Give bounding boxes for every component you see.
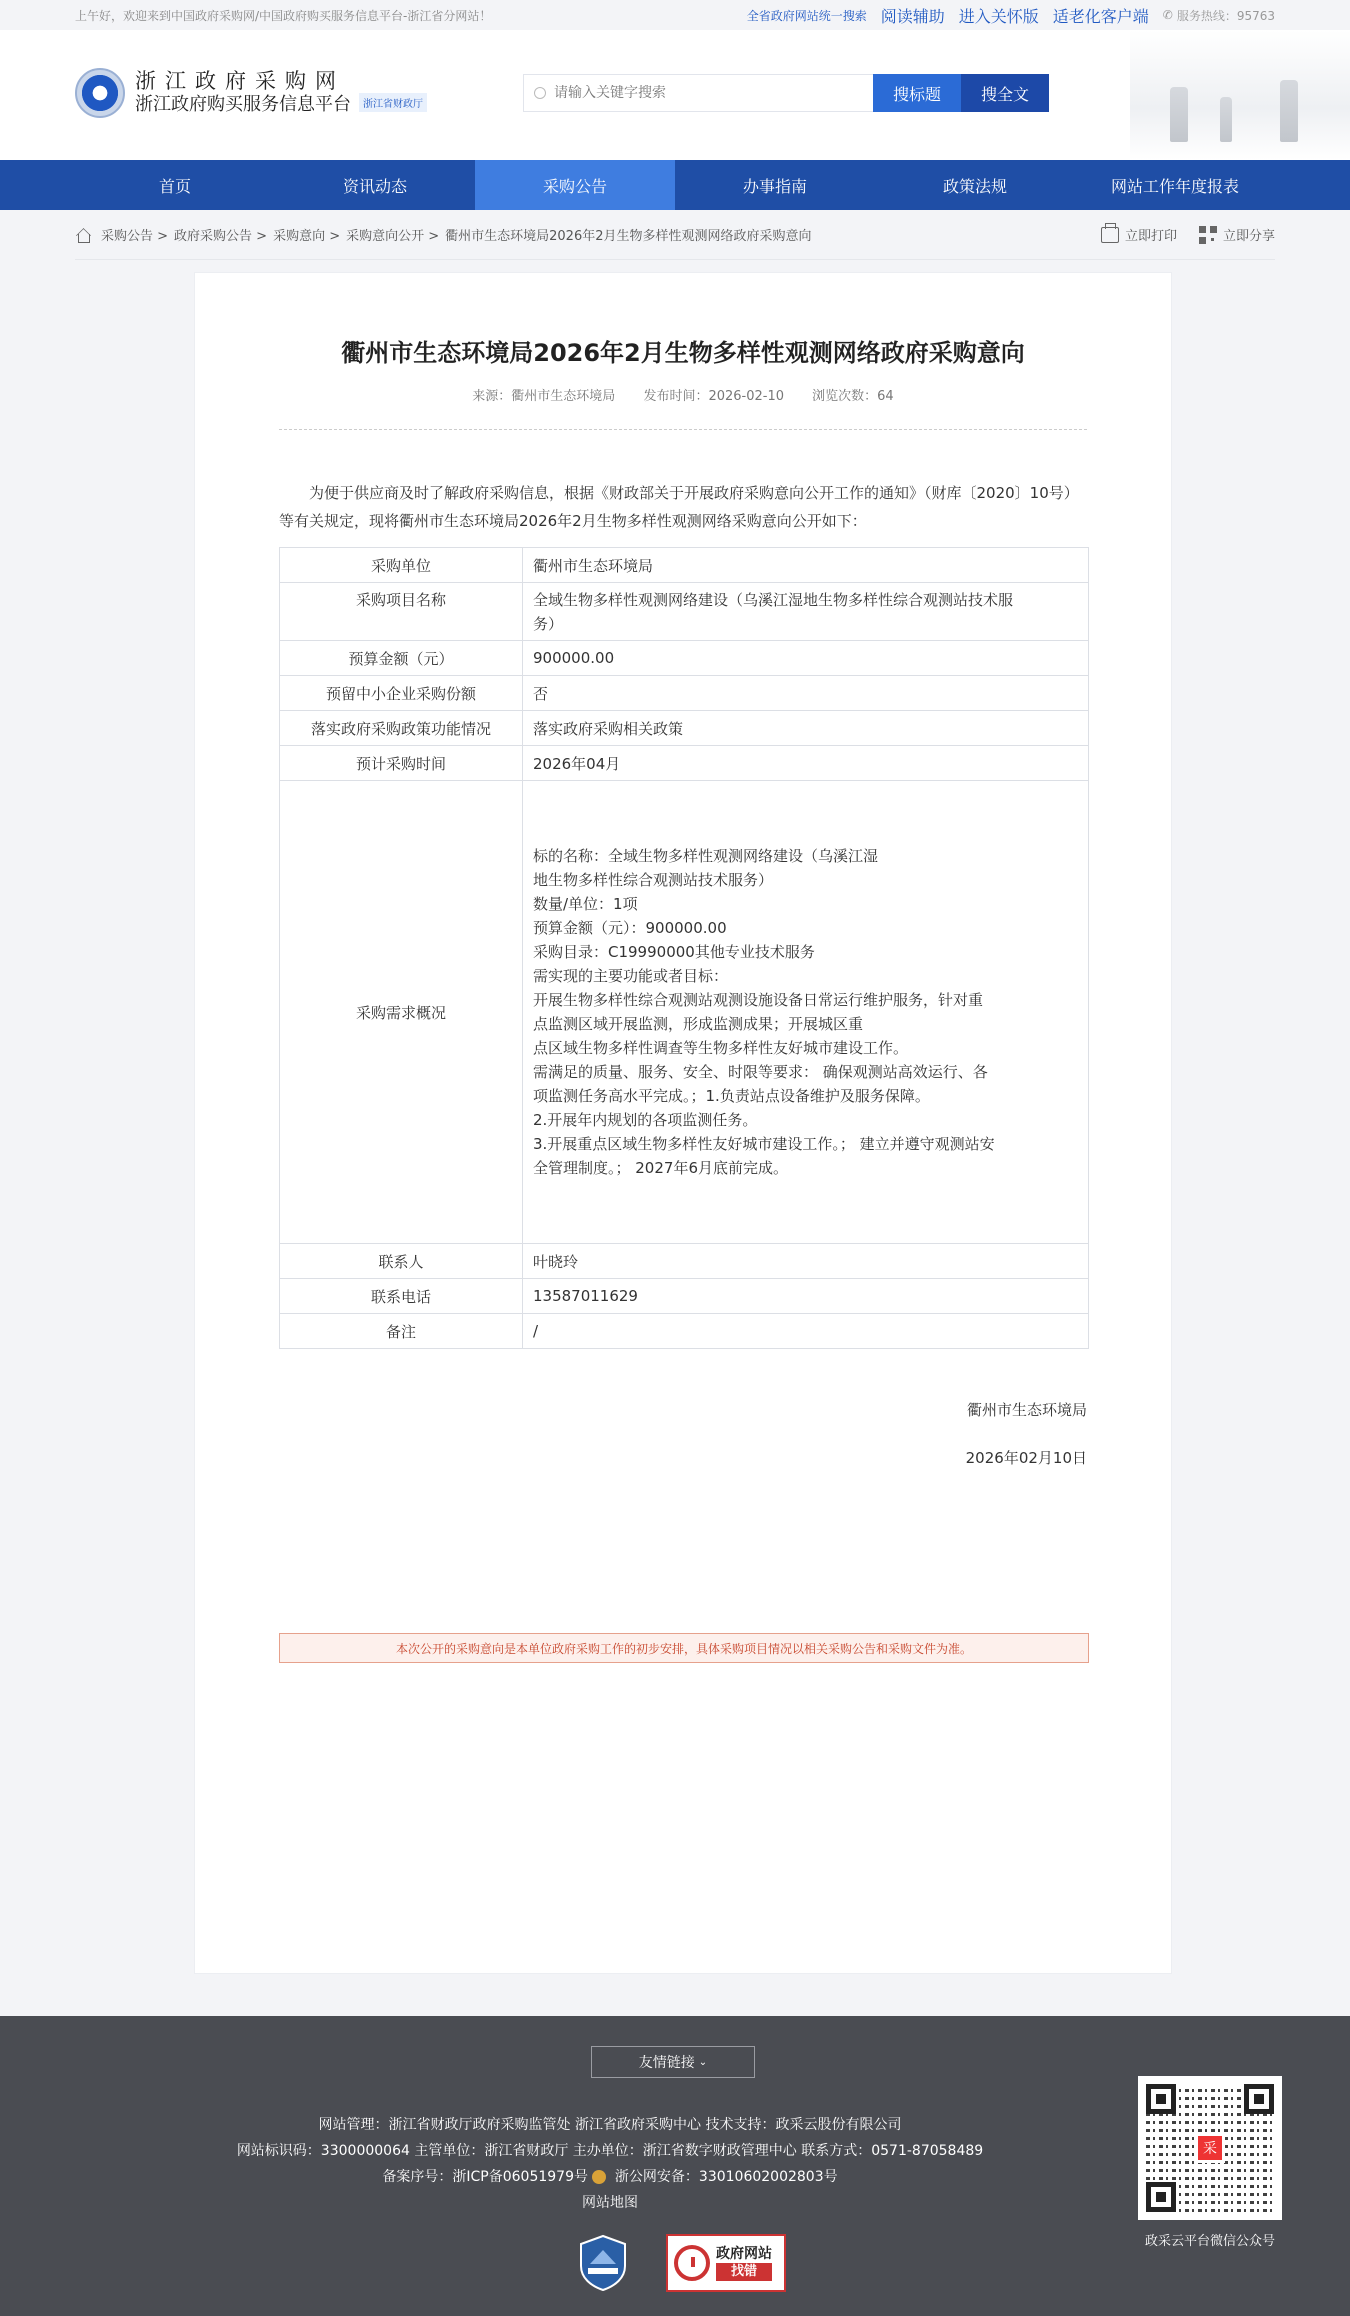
detail-line: 点区域生物多样性调查等生物多样性友好城市建设工作。 (533, 1039, 909, 1057)
search-input[interactable] (554, 85, 854, 101)
breadcrumb-bar (0, 210, 1350, 260)
article-panel (194, 272, 1172, 1974)
signature-date: 2026年02月10日 (965, 1449, 1087, 1467)
detail-line: 点监测区域开展监测，形成监测成果；开展城区重 (533, 1015, 864, 1033)
badge-line1: 政府网站 (716, 2246, 772, 2262)
detail-line: 2.开展年内规划的各项监测任务。 (533, 1111, 758, 1129)
detail-line: 数量/单位：1项 (533, 895, 638, 913)
table-row (280, 1314, 1089, 1349)
row-value: 衢州市生态环境局 (523, 548, 1089, 583)
search-fulltext-button[interactable]: 搜全文 (961, 74, 1049, 112)
nav-policy[interactable]: 政策法规 (942, 176, 1007, 196)
detail-line: 需满足的质量、服务、安全、时限等要求： 确保观测站高效运行、各 (533, 1063, 988, 1081)
row-value: 否 (523, 676, 1089, 711)
search-bar (523, 74, 1049, 112)
table-row (280, 676, 1089, 711)
nav-guide[interactable]: 办事指南 (742, 176, 807, 196)
friend-links-dropdown[interactable] (591, 2046, 755, 2078)
police-badge-icon (592, 2170, 606, 2184)
footer-info (0, 2112, 1220, 2216)
share-button[interactable] (1199, 225, 1275, 244)
row-key: 预计采购时间 (280, 746, 523, 781)
elderly-client-link[interactable]: 适老化客户端 (1052, 6, 1149, 26)
table-row (280, 711, 1089, 746)
qr-caption: 政采云平台微信公众号 (1144, 2234, 1275, 2249)
reading-assist-link[interactable]: 阅读辅助 (880, 6, 945, 26)
page-tools (1101, 225, 1275, 244)
signature-org: 衢州市生态环境局 (966, 1401, 1087, 1419)
requirement-detail (523, 781, 1089, 1244)
logo-subtitle: 浙江政府购买服务信息平台 (135, 94, 351, 115)
main-nav (0, 160, 1350, 210)
row-value: 全域生物多样性观测网络建设（乌溪江湿地生物多样性综合观测站技术服务） (523, 583, 1089, 641)
row-key: 落实政府采购政策功能情况 (280, 711, 523, 746)
detail-line: 需实现的主要功能或者目标： (533, 967, 729, 985)
row-value: 叶晓玲 (523, 1244, 1089, 1279)
sitemap-link[interactable]: 网站地图 (582, 2195, 638, 2211)
detail-line: 3.开展重点区域生物多样性友好城市建设工作。； 建立并遵守观测站安 (533, 1135, 995, 1153)
chevron-down-icon: ⌄ (698, 2056, 708, 2068)
breadcrumb-item[interactable]: 采购意向公开 > (346, 229, 440, 244)
breadcrumb-current: 衢州市生态环境局2026年2月生物多样性观测网络政府采购意向 (445, 229, 812, 244)
footer-line (0, 2164, 1220, 2190)
badge-line2: 找错 (716, 2263, 772, 2281)
row-key: 备注 (280, 1314, 523, 1349)
row-value: / (523, 1314, 1089, 1349)
breadcrumb (75, 225, 811, 244)
divider (279, 429, 1087, 430)
nav-procurement-notice[interactable]: 采购公告 (475, 160, 675, 210)
unified-search-link[interactable]: 全省政府网站统一搜索 (746, 8, 867, 23)
site-logo[interactable] (75, 68, 427, 118)
table-row (280, 641, 1089, 676)
article-meta (195, 385, 1171, 404)
table-row (280, 583, 1089, 641)
breadcrumb-item[interactable]: 采购意向 > (273, 229, 341, 244)
article-source: 来源：衢州市生态环境局 (472, 389, 616, 404)
row-value: 900000.00 (523, 641, 1089, 676)
qr-finder-icon (1244, 2084, 1274, 2114)
search-title-button[interactable]: 搜标题 (873, 74, 961, 112)
detail-line: 预算金额（元）：900000.00 (533, 919, 727, 937)
table-row (280, 1279, 1089, 1314)
pagoda-icon (1280, 80, 1298, 142)
qr-code-icon (1199, 226, 1217, 244)
table-row (280, 746, 1089, 781)
emblem-icon (75, 68, 125, 118)
hotline-text: 服务热线：95763 (1176, 8, 1275, 23)
row-key: 采购需求概况 (280, 781, 523, 1244)
greeting-text: 上午好，欢迎来到中国政府采购网/中国政府购买服务信息平台-浙江省分网站！ (75, 8, 492, 23)
row-key: 预算金额（元） (280, 641, 523, 676)
logo-title: 浙江政府采购网 (135, 69, 345, 93)
icp-link[interactable]: 备案序号：浙ICP备06051979号 (382, 2169, 588, 2185)
row-value: 13587011629 (523, 1279, 1089, 1314)
phone-icon: ✆ (1162, 8, 1173, 22)
breadcrumb-item[interactable]: 采购公告 > (101, 229, 169, 244)
hotline (1163, 7, 1275, 24)
public-institution-badge-icon[interactable] (578, 2234, 628, 2292)
top-bar (0, 0, 1350, 30)
row-key: 预留中小企业采购份额 (280, 676, 523, 711)
qr-finder-icon (1146, 2182, 1176, 2212)
wechat-qr-code (1138, 2076, 1282, 2220)
article-title: 衢州市生态环境局2026年2月生物多样性观测网络政府采购意向 (341, 339, 1025, 367)
nav-annual-report[interactable]: 网站工作年度报表 (1110, 176, 1239, 196)
article-publish-time: 发布时间：2026-02-10 (643, 389, 785, 404)
qr-center-logo: 采 (1195, 2133, 1225, 2163)
care-version-link[interactable]: 进入关怀版 (958, 6, 1039, 26)
article-intro: 为便于供应商及时了解政府采购信息，根据《财政部关于开展政府采购意向公开工作的通知》（财库〔2020〕10号）等有关规定，现将衢州市生态环境局2026年2月生物多样性观测网络采购意向公开如下： (279, 484, 1079, 530)
footer-line: 网站管理：浙江省财政厅政府采购监管处 浙江省政府采购中心 技术支持：政采云股份有限公司 (318, 2117, 902, 2133)
friend-links-label: 友情链接 (638, 2055, 695, 2071)
row-key: 联系电话 (280, 1279, 523, 1314)
search-icon (534, 87, 546, 99)
table-row (280, 548, 1089, 583)
top-links (747, 4, 1275, 27)
table-row (280, 781, 1089, 1244)
qr-finder-icon (1146, 2084, 1176, 2114)
site-header (0, 30, 1350, 160)
detail-line: 全管理制度。； 2027年6月底前完成。 (533, 1159, 788, 1177)
detail-line: 标的名称：全域生物多样性观测网络建设（乌溪江湿 (533, 847, 879, 865)
print-label: 立即打印 (1124, 229, 1177, 244)
qr-code-icon (1146, 2084, 1274, 2212)
detail-line: 项监测任务高水平完成。；1.负责站点设备维护及服务保障。 (533, 1087, 930, 1105)
footer-line: 网站标识码：3300000064 主管单位：浙江省财政厅 主办单位：浙江省数字财政管理中心 联系方式：0571-87058489 (236, 2143, 984, 2159)
share-label: 立即分享 (1222, 229, 1275, 244)
search-box (523, 74, 873, 112)
table-row (280, 1244, 1089, 1279)
row-key: 采购单位 (280, 548, 523, 583)
site-footer (0, 2016, 1350, 2316)
finance-dept-badge: 浙江省财政厅 (359, 93, 427, 112)
print-button[interactable] (1101, 225, 1177, 244)
detail-line: 采购目录：C19990000其他专业技术服务 (533, 943, 815, 961)
row-key: 联系人 (280, 1244, 523, 1279)
row-value: 落实政府采购相关政策 (523, 711, 1089, 746)
public-security-link[interactable]: 浙公网安备：33010602002803号 (614, 2169, 838, 2185)
nav-home[interactable]: 首页 (158, 176, 191, 196)
gov-site-report-badge[interactable] (666, 2234, 786, 2292)
printer-icon (1101, 227, 1119, 243)
procurement-table (279, 547, 1089, 1349)
nav-news[interactable]: 资讯动态 (342, 176, 407, 196)
detail-line: 开展生物多样性综合观测站观测设施设备日常运行维护服务，针对重 (533, 991, 984, 1009)
article-views: 浏览次数：64 (812, 389, 894, 404)
magnifier-icon (674, 2245, 710, 2281)
disclaimer-notice: 本次公开的采购意向是本单位政府采购工作的初步安排，具体采购项目情况以相关采购公告和采购文件为准。 (279, 1633, 1089, 1663)
row-value: 2026年04月 (523, 746, 1089, 781)
home-icon[interactable] (75, 228, 91, 242)
row-key: 采购项目名称 (280, 583, 523, 641)
breadcrumb-item[interactable]: 政府采购公告 > (174, 229, 268, 244)
detail-line: 地生物多样性综合观测站技术服务） (533, 871, 774, 889)
